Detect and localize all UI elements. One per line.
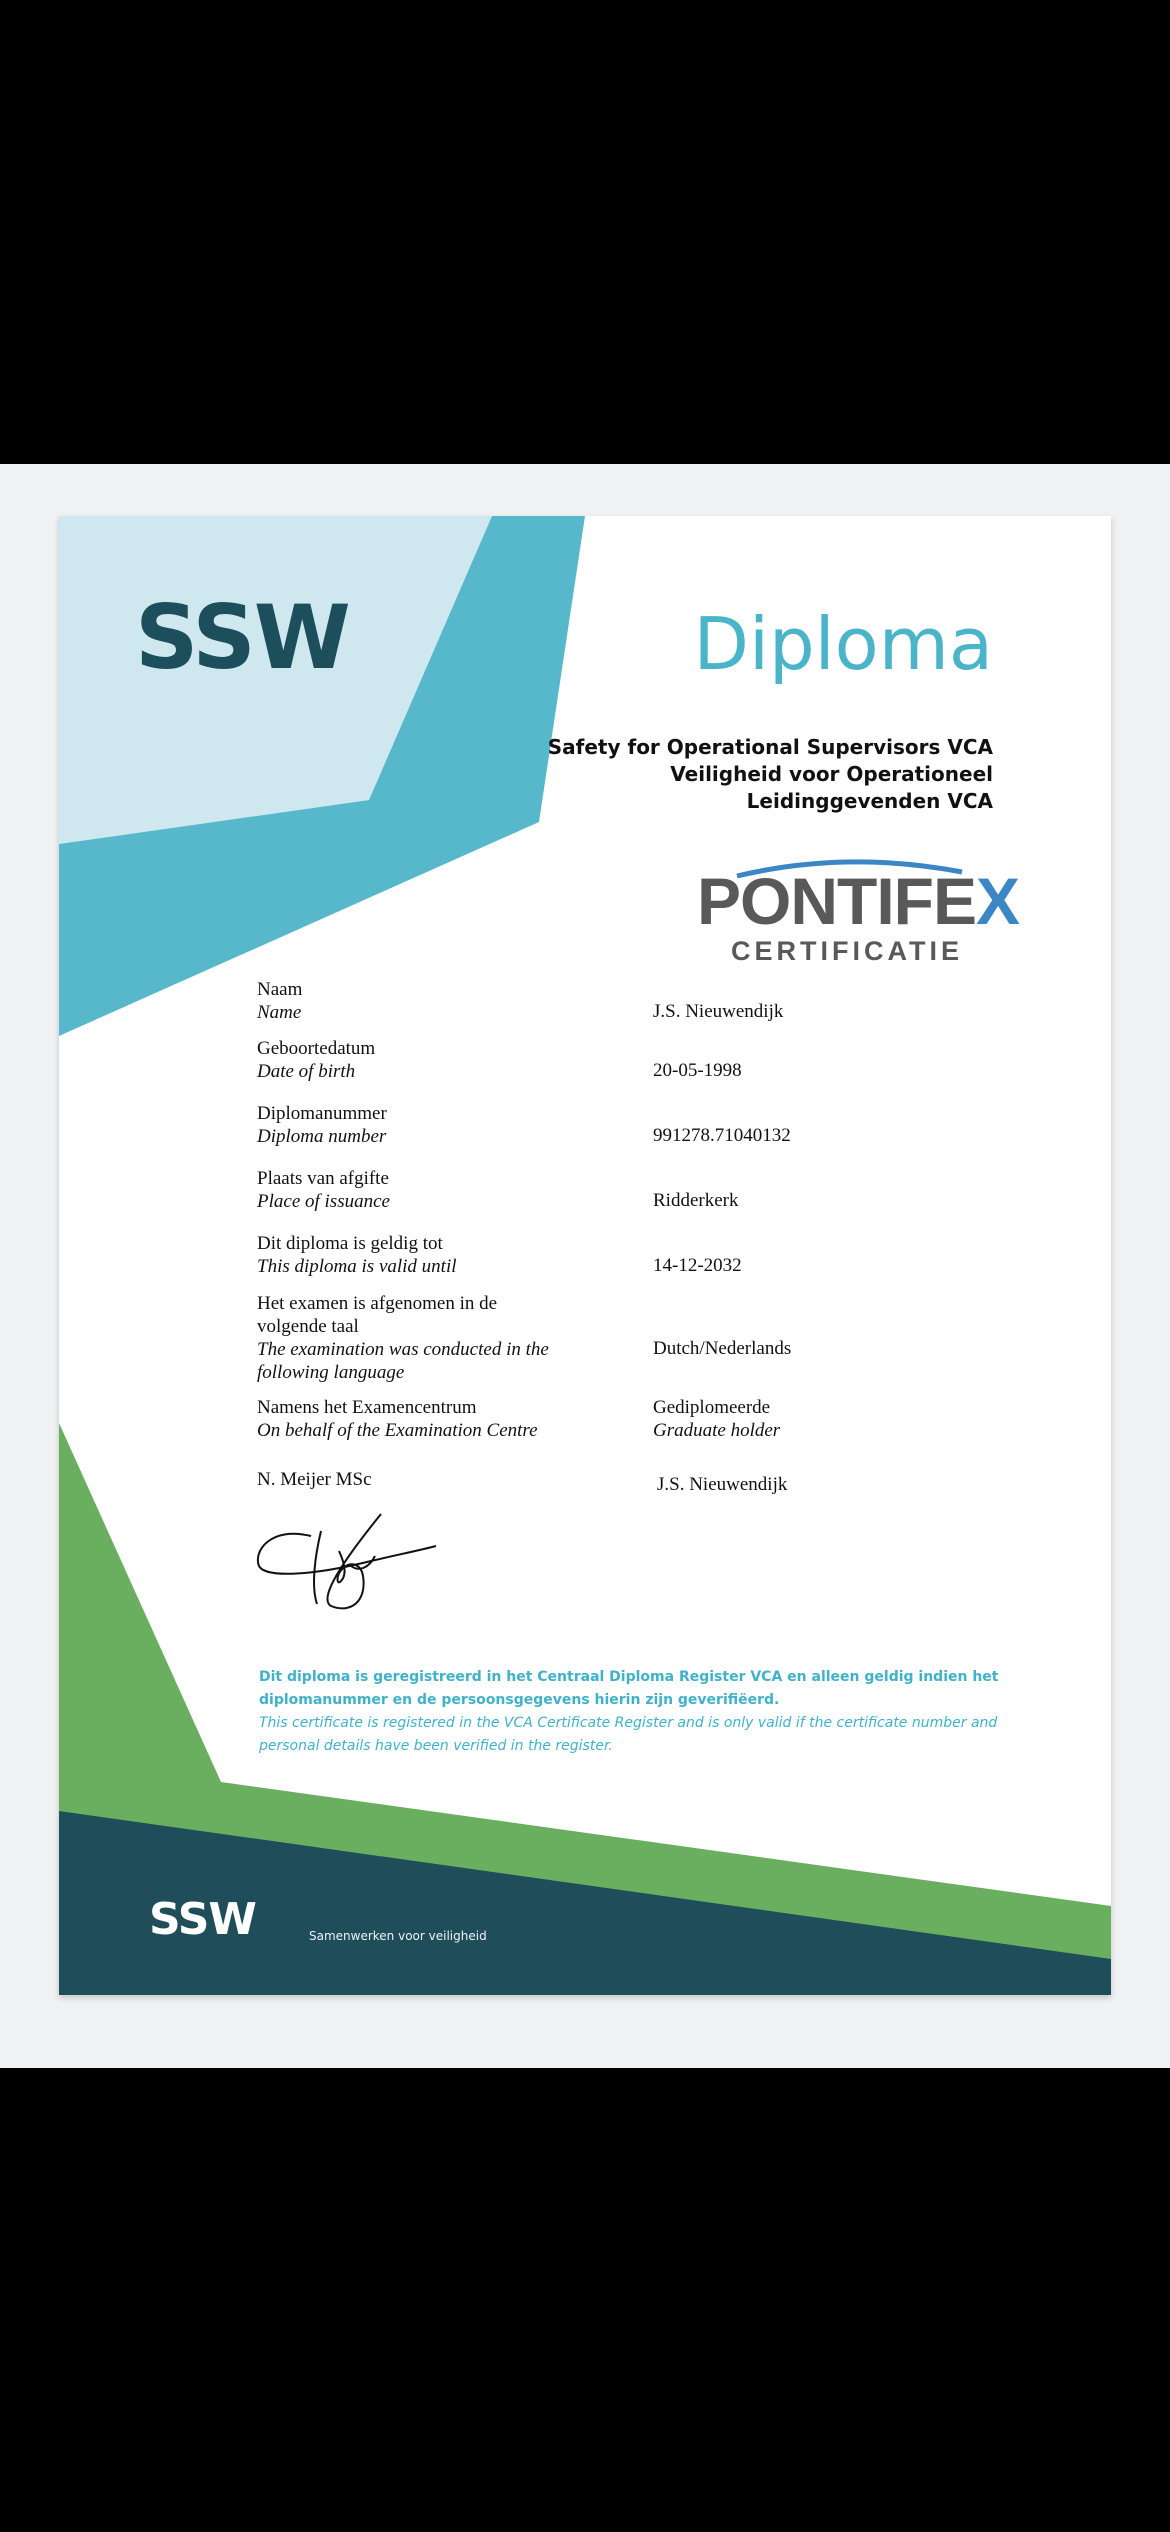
examiner-name: N. Meijer MSc — [257, 1469, 372, 1490]
graduate-holder-label: Gediplomeerde Graduate holder — [653, 1397, 781, 1441]
examination-centre-label: Namens het Examencentrum On behalf of the Examination Centre — [257, 1397, 538, 1441]
field-name-label: Naam Name — [257, 979, 303, 1023]
field-language-value: Dutch/Nederlands — [653, 1338, 792, 1359]
subtitle-line: Leidinggevenden VCA — [746, 789, 993, 813]
field-place-value: Ridderkerk — [653, 1190, 739, 1211]
field-diploma-number-value: 991278.71040132 — [653, 1125, 791, 1146]
diploma-subtitle — [548, 734, 993, 815]
diploma-page — [59, 516, 1111, 1995]
field-place-label: Plaats van afgifte Place of issuance — [257, 1168, 390, 1212]
pontifex-x: X — [976, 864, 1020, 938]
field-dob-value: 20-05-1998 — [653, 1060, 742, 1081]
registration-notice: Dit diploma is geregistreerd in het Centraal Diploma Register VCA en alleen geldig indien het diplomanummer en de persoonsgegevens hierin zijn geverifiëerd. This certificate is registered in the VCA Certificate Register and is only valid if the certificate number and personal details have been verified in the register. — [259, 1669, 999, 1754]
footer-ssw-logo: SSW — [149, 1894, 256, 1945]
pontifex-wordmark: PONTIFE — [697, 864, 977, 938]
field-valid-until-value: 14-12-2032 — [653, 1255, 742, 1276]
graduate-name: J.S. Nieuwendijk — [657, 1474, 788, 1495]
field-valid-until-label: Dit diploma is geldig tot This diploma is valid until — [257, 1233, 457, 1277]
field-diploma-number-label: Diplomanummer Diploma number — [257, 1103, 387, 1147]
pontifex-sub: CERTIFICATIE — [731, 936, 963, 966]
subtitle-line: Veiligheid voor Operationeel — [670, 762, 993, 786]
pontifex-logo — [697, 864, 1020, 967]
ssw-logo: SSW — [135, 586, 349, 689]
field-language-label: Het examen is afgenomen in de volgende taal The examination was conducted in the following language — [257, 1293, 549, 1383]
subtitle-line: Safety for Operational Supervisors VCA — [547, 735, 993, 759]
field-dob-label: Geboortedatum Date of birth — [257, 1038, 376, 1082]
pontifex-arc-icon — [697, 858, 997, 878]
field-name-value: J.S. Nieuwendijk — [653, 1001, 784, 1022]
footer-tagline: Samenwerken voor veiligheid — [309, 1929, 487, 1943]
signature-icon — [251, 1506, 451, 1616]
diploma-title: Diploma — [693, 602, 993, 686]
